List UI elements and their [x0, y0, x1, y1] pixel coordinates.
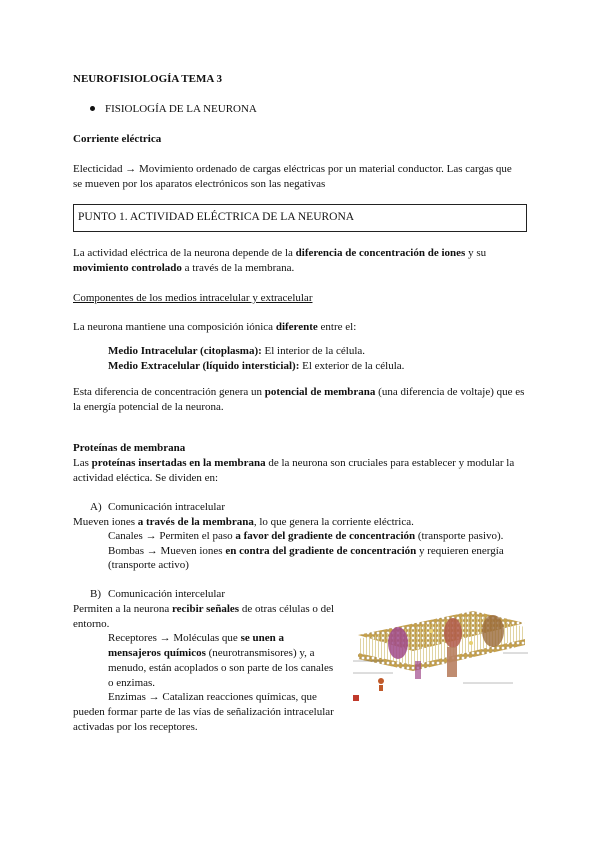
punto1-box — [73, 204, 527, 232]
section-a-title: Comunicación intracelular — [108, 501, 225, 513]
corriente-heading: Corriente eléctrica — [73, 133, 162, 145]
receptores-line-2: mensajeros químicos (neurotransmisores) y, a — [108, 647, 315, 659]
mantiene-line: La neurona mantiene una composición iónica diferente entre el: — [73, 321, 357, 333]
enzimas-line-2: pueden formar parte de las vías de señalización intracelular — [73, 706, 334, 718]
document-title: NEUROFISIOLOGÍA TEMA 3 — [73, 73, 222, 85]
receptores-line-1: Receptores → Moléculas que se unen a — [108, 632, 284, 644]
bombas-line-2: (transporte activo) — [108, 559, 189, 571]
bullet-item: FISIOLOGÍA DE LA NEURONA — [90, 102, 257, 117]
actividad-line-1: La actividad eléctrica de la neurona depende de la diferencia de concentración de iones y su — [73, 247, 487, 259]
bombas-line-1: Bombas → Mueven iones en contra del gradiente de concentración y requieren energía — [108, 545, 504, 557]
proteinas-heading: Proteínas de membrana — [73, 442, 186, 454]
diferencia-line-1: Esta diferencia de concentración genera un potencial de membrana (una diferencia de voltaje) que es — [73, 386, 525, 398]
corriente-line-2: se mueven por los aparatos electrónicos son las negativas — [73, 178, 326, 190]
medio-extracelular: Medio Extracelular (líquido intersticial): El exterior de la célula. — [108, 360, 405, 372]
diferencia-line-2: la energía potencial de la neurona. — [73, 401, 224, 413]
enzimas-line-3: activadas por los receptores. — [73, 721, 198, 733]
section-a-line: Mueven iones a través de la membrana, lo que genera la corriente eléctrica. — [73, 516, 414, 528]
cell-membrane-illustration — [353, 603, 531, 703]
receptores-line-3: menudo, están acoplados o son parte de los canales — [108, 662, 334, 674]
section-b-line-2: entorno. — [73, 618, 110, 630]
section-a-label: A) — [90, 501, 102, 513]
proteinas-line-2: actividad eléctica. Se dividen en: — [73, 472, 219, 484]
componentes-heading: Componentes de los medios intracelular y extracelular — [73, 292, 313, 304]
enzimas-line-1: Enzimas → Catalizan reacciones químicas, que — [108, 691, 317, 703]
corriente-line-1: Electicidad → Movimiento ordenado de cargas eléctricas por un material conductor. Las cargas que — [73, 163, 512, 175]
proteinas-line-1: Las proteínas insertadas en la membrana de la neurona son cruciales para establecer y modular la — [73, 457, 515, 469]
actividad-line-2: movimiento controlado a través de la membrana. — [73, 262, 295, 274]
medio-intracelular: Medio Intracelular (citoplasma): El interior de la célula. — [108, 345, 366, 357]
section-b-label: B) — [90, 588, 101, 600]
receptores-line-4: o enzimas. — [108, 677, 156, 689]
section-b-title: Comunicación intercelular — [108, 588, 225, 600]
bullet-dot-icon — [90, 106, 95, 111]
canales-line: Canales → Permiten el paso a favor del gradiente de concentración (transporte pasivo). — [108, 530, 504, 542]
section-b-line-1: Permiten a la neurona recibir señales de otras células o del — [73, 603, 335, 615]
punto1-heading: PUNTO 1. ACTIVIDAD ELÉCTRICA DE LA NEURONA — [78, 211, 355, 223]
